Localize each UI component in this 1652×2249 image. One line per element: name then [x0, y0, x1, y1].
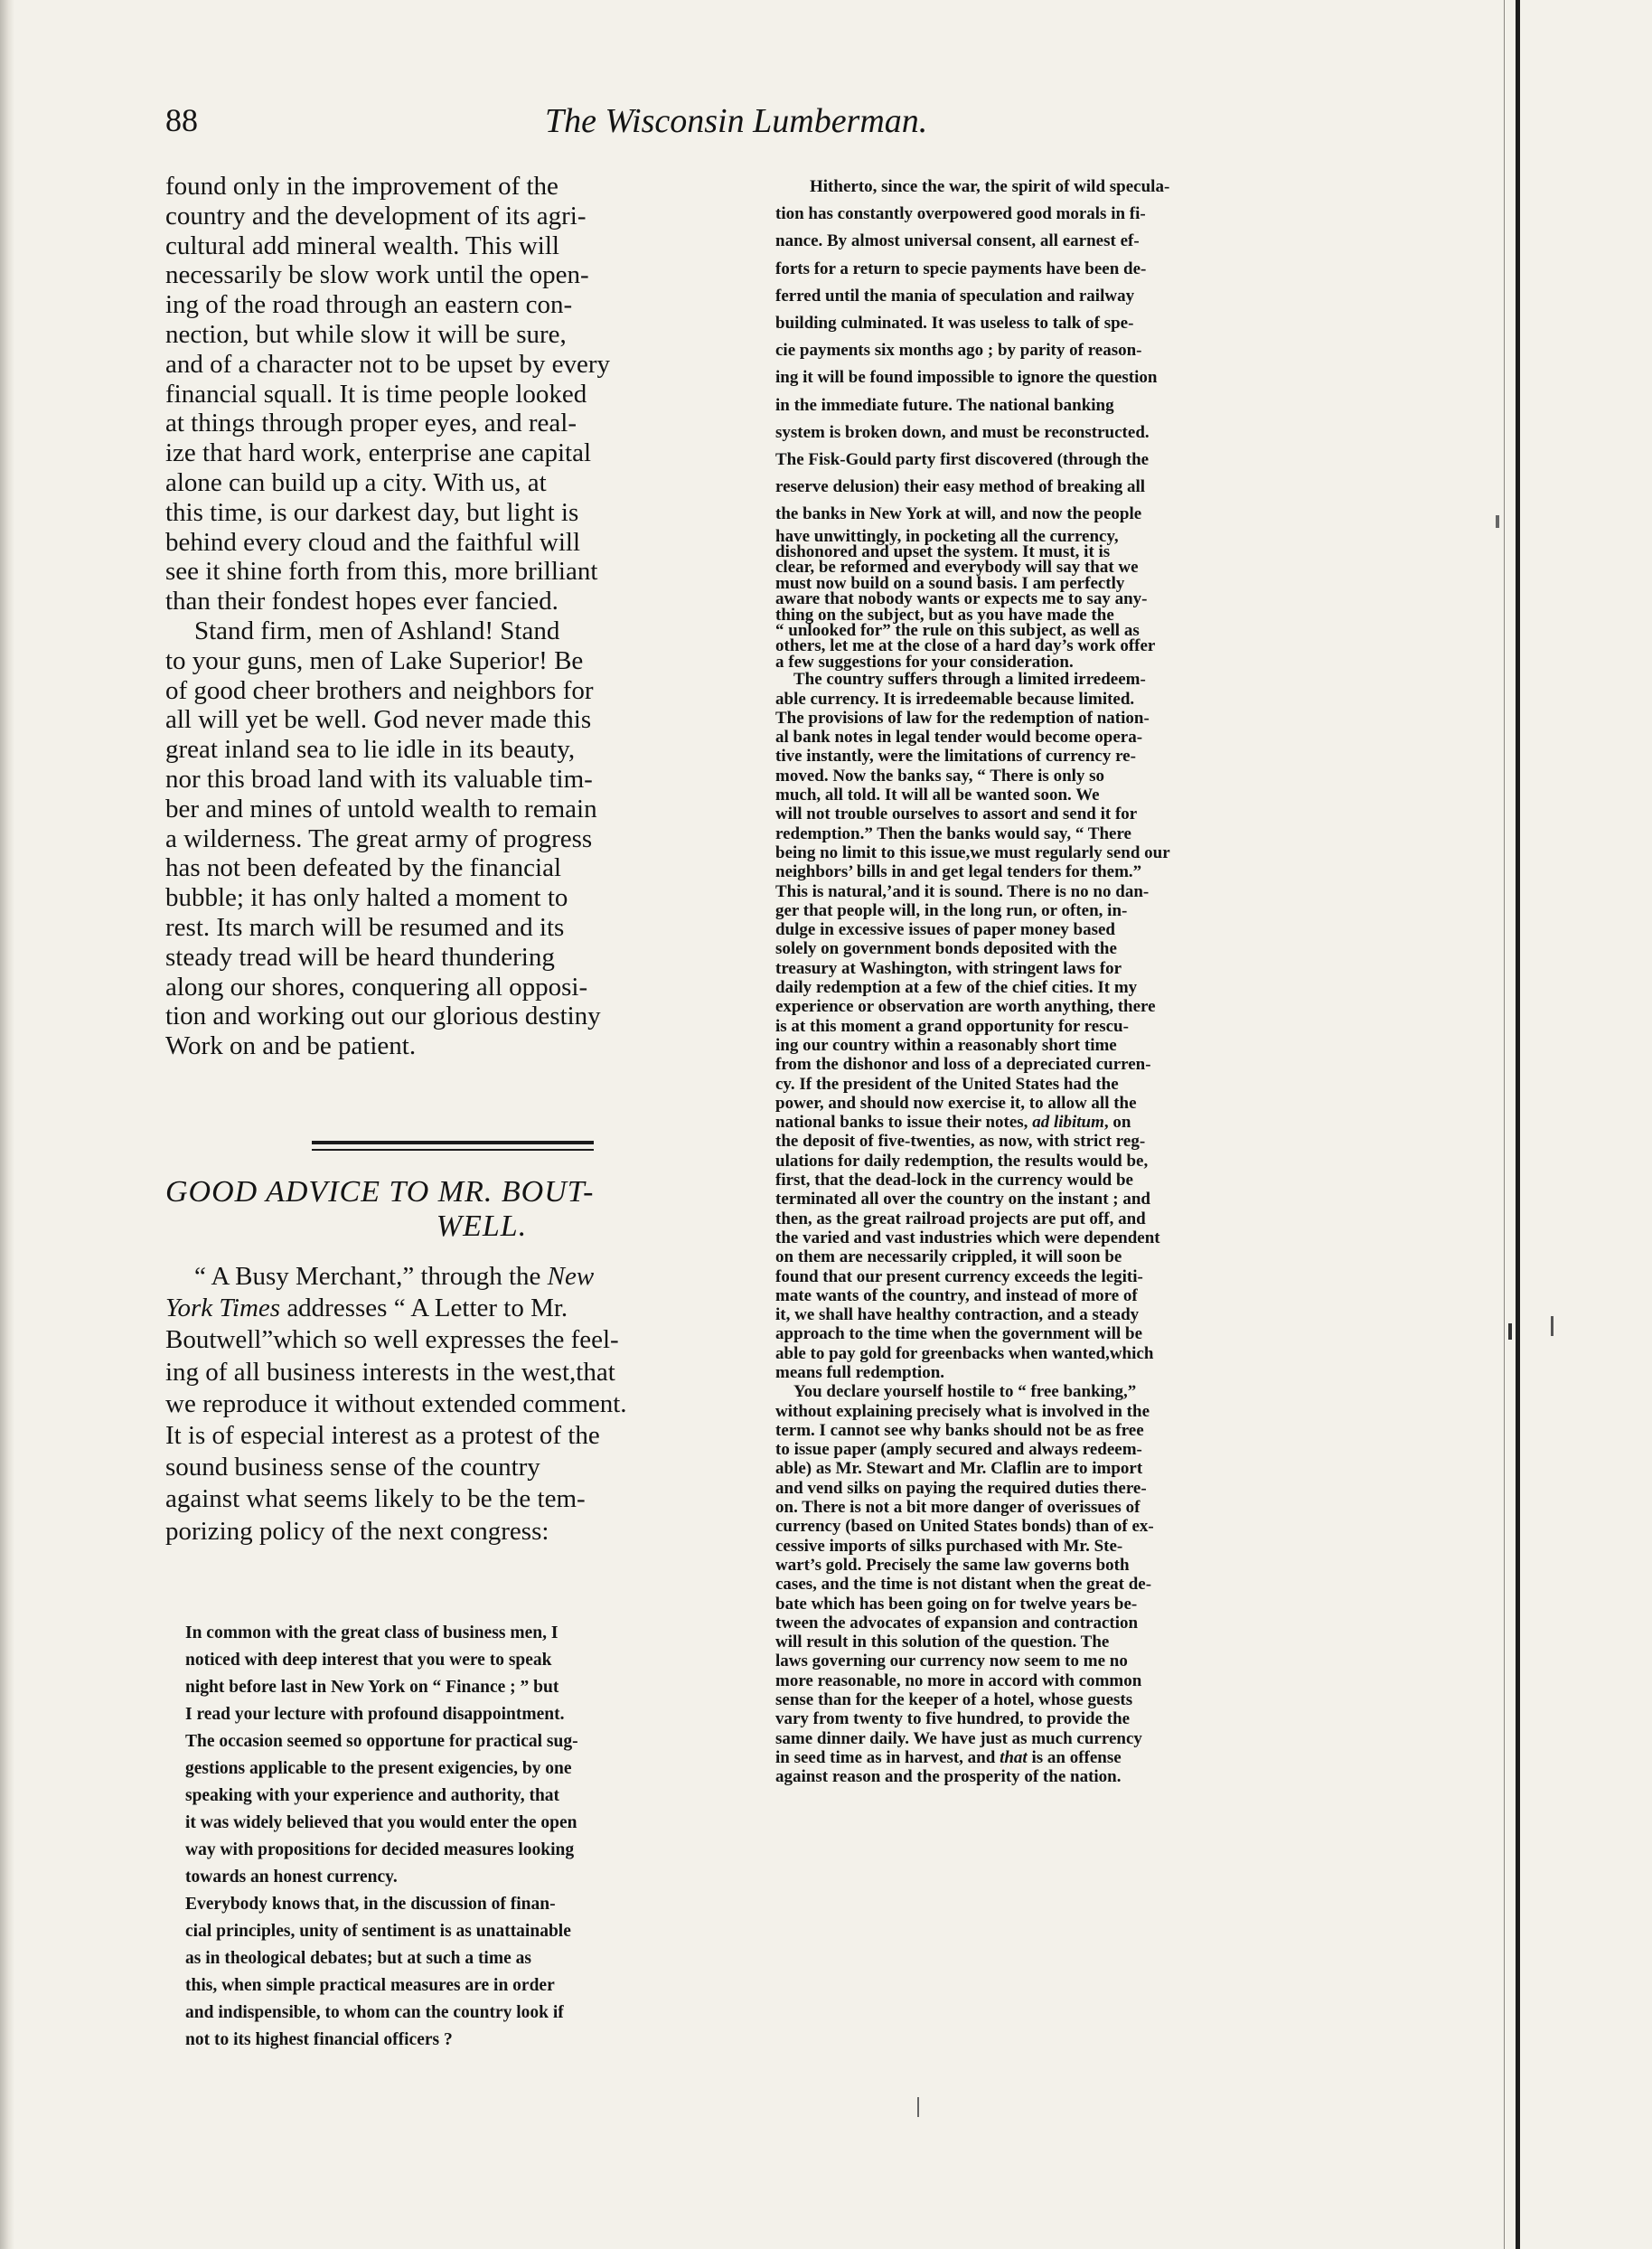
text-line: neighbors’ bills in and get legal tenders for them.”: [775, 862, 1142, 882]
text-line: found that our present currency exceeds the legiti-: [775, 1266, 1143, 1286]
text-line: treasury at Washington, with stringent laws for: [775, 958, 1122, 978]
text-line: without explaining precisely what is involved in the: [775, 1401, 1150, 1421]
text-line: in seed time as in harvest, and that is an offense: [775, 1747, 1122, 1767]
page-header: [165, 101, 997, 146]
text-line: to issue paper (amply secured and always redeem-: [775, 1440, 1142, 1460]
text-line: able currency. It is irredeemable because limited.: [775, 689, 1135, 709]
text-line: behind every cloud and the faithful will: [165, 527, 581, 557]
text-line: night before last in New York on “ Finance ; ” but: [185, 1678, 559, 1697]
text-line: The occasion seemed so opportune for practical sug-: [185, 1732, 578, 1751]
page-number: 88: [165, 102, 198, 138]
article-intro: [165, 1261, 744, 1548]
text-line: system is broken down, and must be reconstructed.: [775, 422, 1150, 442]
text-line: others, let me at the close of a hard day’s work offer: [775, 636, 1156, 656]
text-line: same dinner daily. We have just as much currency: [775, 1728, 1142, 1748]
text-line: thing on the subject, but as you have made the: [775, 605, 1114, 625]
text-line: tion and working out our glorious destiny: [165, 1002, 601, 1031]
text-line: it was widely believed that you would enter the open: [185, 1813, 577, 1832]
ink-speck: [917, 2097, 919, 2117]
text-line: cial principles, unity of sentiment is as unattainable: [185, 1922, 571, 1941]
text-line: as in theological debates; but at such a time as: [185, 1949, 531, 1968]
text-line: noticed with deep interest that you were to speak: [185, 1651, 552, 1670]
heading-line-1: GOOD ADVICE TO MR. BOUT-: [165, 1175, 595, 1209]
text-line: I read your lecture with profound disappointment.: [185, 1705, 565, 1724]
text-line: means full redemption.: [775, 1362, 945, 1382]
text-line: building culminated. It was useless to talk of spe-: [775, 314, 1134, 334]
text-line: porizing policy of the next congress:: [165, 1516, 549, 1546]
text-line: on. There is not a bit more danger of overissues of: [775, 1498, 1140, 1518]
scan-edge-shadow: [0, 0, 14, 2249]
text-line: bubble; it has only halted a moment to: [165, 883, 568, 913]
text-line: In common with the great class of business men, I: [185, 1623, 558, 1642]
text-line: cy. If the president of the United States had the: [775, 1074, 1119, 1094]
text-line: vary from twenty to five hundred, to provide the: [775, 1709, 1131, 1729]
text-line: cases, and the time is not distant when the great de-: [775, 1575, 1152, 1595]
text-line: cessive imports of silks purchased with Mr. Ste-: [775, 1536, 1123, 1556]
text-line: Boutwell”which so well expresses the feel-: [165, 1325, 619, 1355]
text-line: will result in this solution of the question. The: [775, 1633, 1110, 1652]
text-line: terminated all over the country on the instant ; and: [775, 1190, 1150, 1209]
text-line: against reason and the prosperity of the nation.: [775, 1767, 1122, 1787]
ink-speck: [1551, 1316, 1553, 1336]
text-line: at things through proper eyes, and real-: [165, 409, 577, 438]
text-line: we reproduce it without extended comment.: [165, 1388, 627, 1418]
text-line: the varied and vast industries which were dependent: [775, 1228, 1160, 1247]
text-line: found only in the improvement of the: [165, 172, 558, 201]
text-line: al bank notes in legal tender would become opera-: [775, 728, 1143, 748]
text-line: ing it will be found impossible to ignore the question: [775, 368, 1158, 388]
text-line: gestions applicable to the present exigencies, by one: [185, 1759, 572, 1778]
text-line: nection, but while slow it will be sure,: [165, 319, 567, 349]
text-line: than their fondest hopes ever fancied.: [165, 587, 558, 616]
text-line: more reasonable, no more in accord with common: [775, 1670, 1142, 1690]
ink-speck: [1508, 1323, 1512, 1340]
text-line: clear, be reformed and everybody will say that we: [775, 558, 1139, 578]
text-line: nor this broad land with its valuable tim-: [165, 764, 593, 794]
text-line: ferred until the mania of speculation and railway: [775, 286, 1135, 306]
text-line: sound business sense of the country: [165, 1453, 540, 1482]
text-line: Hitherto, since the war, the spirit of wild specula-: [810, 177, 1170, 196]
text-line: along our shores, conquering all opposi-: [165, 972, 588, 1002]
text-line: sense than for the keeper of a hotel, whose guests: [775, 1690, 1133, 1710]
text-line: ing of the road through an eastern con-: [165, 290, 573, 320]
text-line: to your guns, men of Lake Superior! Be: [165, 645, 584, 675]
text-line: cie payments six months ago ; by parity of reason-: [775, 341, 1142, 361]
text-line: it, we shall have healthy contraction, and a steady: [775, 1305, 1140, 1325]
text-line: able) as Mr. Stewart and Mr. Claflin are to import: [775, 1459, 1143, 1479]
text-line: power, and should now exercise it, to allow all the: [775, 1093, 1137, 1113]
letter-paragraph-hitherto: [775, 174, 1354, 529]
text-line: solely on government bonds deposited with the: [775, 939, 1117, 959]
text-line: cultural add mineral wealth. This will: [165, 231, 559, 260]
left-column-lead: [165, 172, 744, 1061]
ink-speck: [1496, 515, 1499, 528]
journal-title: The Wisconsin Lumberman.: [545, 102, 928, 140]
text-line: This is natural,’and it is sound. There is no no dan-: [775, 881, 1150, 901]
text-line: in the immediate future. The national banking: [775, 395, 1114, 415]
text-line: and of a character not to be upset by every: [165, 349, 610, 379]
text-line: currency (based on United States bonds) than of ex-: [775, 1517, 1154, 1537]
text-line: daily redemption at a few of the chief cities. It my: [775, 978, 1138, 998]
text-line: ber and mines of untold wealth to remain: [165, 794, 597, 823]
letter-right-column: [775, 174, 1354, 1787]
text-line: this time, is our darkest day, but light is: [165, 497, 579, 527]
text-line: not to its highest financial officers ?: [185, 2030, 453, 2049]
text-line: “ A Busy Merchant,” through the New: [194, 1262, 595, 1291]
text-line: on them are necessarily crippled, it will soon be: [775, 1247, 1122, 1267]
text-line: ing our country within a reasonably short time: [775, 1035, 1117, 1055]
text-line: speaking with your experience and authority, that: [185, 1786, 560, 1805]
text-line: and vend silks on paying the required duties there-: [775, 1478, 1147, 1498]
text-line: tween the advocates of expansion and contraction: [775, 1613, 1139, 1633]
text-line: dishonored and upset the system. It must, it is: [775, 542, 1111, 562]
text-line: steady tread will be heard thundering: [165, 942, 555, 972]
text-line: the deposit of five-twenties, as now, with strict reg-: [775, 1132, 1146, 1152]
text-line: The Fisk-Gould party first discovered (through the: [775, 450, 1150, 470]
text-line: approach to the time when the government will be: [775, 1324, 1143, 1344]
page-edge-line: [1504, 0, 1505, 2249]
text-line: able to pay gold for greenbacks when wanted,which: [775, 1343, 1154, 1363]
letter-paragraph-1: [185, 1620, 744, 1891]
article-heading: [165, 1175, 744, 1244]
text-line: nance. By almost universal consent, all earnest ef-: [775, 231, 1140, 251]
text-line: is at this moment a grand opportunity for rescu-: [775, 1016, 1129, 1036]
letter-paragraph-2: [185, 1891, 744, 2054]
paragraph-ashland-future: [165, 172, 744, 616]
text-line: this, when simple practical measures are in order: [185, 1976, 555, 1995]
text-line: must now build on a sound basis. I am perfectly: [775, 573, 1125, 593]
text-line: of good cheer brothers and neighbors for: [165, 675, 594, 705]
text-line: reserve delusion) their easy method of breaking all: [775, 477, 1146, 497]
text-line: great inland sea to lie idle in its beauty,: [165, 735, 576, 765]
text-line: ize that hard work, enterprise ane capital: [165, 438, 592, 468]
text-line: way with propositions for decided measures looking: [185, 1840, 575, 1859]
text-line: a few suggestions for your consideration.: [775, 652, 1074, 672]
text-line: aware that nobody wants or expects me to say any-: [775, 589, 1148, 609]
text-line: much, all told. It will all be wanted soon. We: [775, 786, 1100, 805]
text-line: The country suffers through a limited irredeem-: [793, 670, 1146, 690]
text-line: alone can build up a city. With us, at: [165, 467, 547, 497]
text-line: York Times addresses “ A Letter to Mr.: [165, 1294, 568, 1323]
text-line: wart’s gold. Precisely the same law governs both: [775, 1555, 1130, 1575]
letter-paragraph-hitherto-cont: [775, 526, 1354, 672]
text-line: first, that the dead-lock in the currency would be: [775, 1171, 1133, 1190]
text-line: being no limit to this issue,we must regularly send our: [775, 842, 1170, 862]
text-line: will not trouble ourselves to assort and send it for: [775, 805, 1138, 824]
text-line: from the dishonor and loss of a depreciated curren-: [775, 1055, 1151, 1075]
text-line: laws governing our currency now seem to me no: [775, 1651, 1128, 1671]
text-line: against what seems likely to be the tem-: [165, 1484, 586, 1514]
text-line: towards an honest currency.: [185, 1868, 398, 1887]
text-line: all will yet be well. God never made this: [165, 705, 592, 735]
text-line: see it shine forth from this, more brilliant: [165, 557, 598, 587]
text-line: financial squall. It is time people looked: [165, 379, 587, 409]
heading-line-2: WELL.: [436, 1209, 528, 1243]
binding-rule: [1516, 0, 1520, 2249]
text-line: rest. Its march will be resumed and its: [165, 912, 565, 942]
text-line: tive instantly, were the limitations of currency re-: [775, 747, 1136, 767]
text-line: “ unlooked for” the rule on this subject, as well as: [775, 621, 1140, 641]
section-divider: [312, 1141, 594, 1153]
text-line: the banks in New York at will, and now the people: [775, 504, 1142, 524]
text-line: and indispensible, to whom can the country look if: [185, 2003, 564, 2022]
text-line: country and the development of its agri-: [165, 201, 587, 231]
text-line: Stand firm, men of Ashland! Stand: [194, 616, 560, 645]
text-line: ing of all business interests in the west,that: [165, 1357, 615, 1387]
text-line: national banks to issue their notes, ad libitum, on: [775, 1113, 1131, 1133]
text-line: redemption.” Then the banks would say, “ There: [775, 823, 1131, 843]
text-line: a wilderness. The great army of progress: [165, 823, 593, 853]
letter-left-column: [185, 1620, 744, 2054]
text-line: have unwittingly, in pocketing all the currency,: [775, 526, 1119, 546]
text-line: then, as the great railroad projects are put off, and: [775, 1209, 1146, 1228]
text-line: It is of especial interest as a protest of the: [165, 1421, 600, 1451]
text-line: necessarily be slow work until the open-: [165, 260, 589, 290]
text-line: bate which has been going on for twelve years be-: [775, 1594, 1138, 1614]
letter-paragraph-free-banking: [775, 1382, 1354, 1786]
text-line: mate wants of the country, and instead of more of: [775, 1285, 1138, 1305]
text-line: moved. Now the banks say, “ There is only so: [775, 766, 1105, 786]
letter-paragraph-country-suffers: [775, 670, 1354, 1382]
text-line: Everybody knows that, in the discussion of finan-: [185, 1895, 556, 1914]
text-line: experience or observation are worth anything, there: [775, 997, 1156, 1017]
paragraph-stand-firm: [165, 616, 744, 1061]
text-line: term. I cannot see why banks should not be as free: [775, 1420, 1144, 1440]
text-line: tion has constantly overpowered good morals in fi-: [775, 204, 1146, 224]
text-line: ger that people will, in the long run, or often, in-: [775, 900, 1128, 920]
text-line: ulations for daily redemption, the results would be,: [775, 1151, 1149, 1171]
text-line: has not been defeated by the financial: [165, 853, 562, 883]
text-line: Work on and be patient.: [165, 1031, 417, 1061]
text-line: You declare yourself hostile to “ free banking,”: [793, 1382, 1137, 1402]
text-line: The provisions of law for the redemption of nation-: [775, 708, 1150, 728]
text-line: dulge in excessive issues of paper money based: [775, 920, 1115, 940]
text-line: forts for a return to specie payments have been de-: [775, 259, 1147, 278]
